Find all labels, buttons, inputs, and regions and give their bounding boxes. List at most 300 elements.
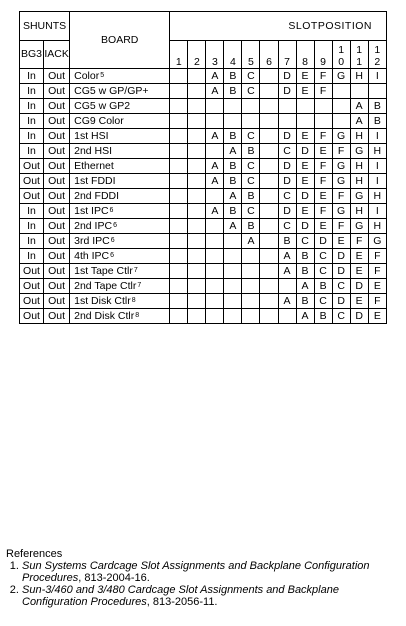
slot-cell: [188, 189, 206, 204]
slot-cell: C: [278, 219, 296, 234]
slot-cell: [170, 69, 188, 84]
slot-cell: [206, 309, 224, 324]
slot-cell: [242, 309, 260, 324]
slot-cell: F: [314, 129, 332, 144]
slot-cell: [170, 309, 188, 324]
slot-cell: D: [350, 279, 368, 294]
slot-cell: [224, 294, 242, 309]
slot-cell: B: [224, 159, 242, 174]
slot-cell: E: [350, 249, 368, 264]
slot-cell: [188, 129, 206, 144]
slot-cell: D: [332, 249, 350, 264]
bg3-cell: Out: [20, 294, 44, 309]
slot-cell: F: [314, 159, 332, 174]
iack-cell: Out: [44, 234, 70, 249]
board-name: 1st Disk Ctlr: [74, 295, 131, 307]
board-name: Ethernet: [74, 159, 114, 172]
slot-cell: A: [296, 309, 314, 324]
slot-cell: B: [296, 264, 314, 279]
iack-cell: Out: [44, 309, 70, 324]
footnote-marker: 6: [110, 237, 115, 244]
slot-cell: H: [350, 159, 368, 174]
table-row: [20, 144, 387, 159]
slot-cell: [188, 69, 206, 84]
slot-number-tens: 1: [374, 44, 381, 56]
slot-cell: H: [350, 174, 368, 189]
slot-cell: [242, 99, 260, 114]
slot-cell: A: [242, 234, 260, 249]
slot-cell: C: [242, 159, 260, 174]
slot-cell: D: [278, 204, 296, 219]
slot-cell: D: [350, 309, 368, 324]
slot-cell: C: [332, 279, 350, 294]
slot-cell: G: [350, 219, 368, 234]
iack-cell: Out: [44, 144, 70, 159]
board-cell: [70, 264, 170, 279]
slot-cell: D: [296, 189, 314, 204]
slot-cell: A: [206, 84, 224, 99]
iack-cell: Out: [44, 204, 70, 219]
slot-cell: [278, 99, 296, 114]
board-cell: [70, 84, 170, 99]
slot-cell: [260, 204, 278, 219]
slot-cell: [260, 144, 278, 159]
slot-cell: [188, 234, 206, 249]
slot-cell: F: [368, 249, 386, 264]
slot-cell: B: [368, 99, 386, 114]
reference-item: [22, 560, 402, 584]
slot-cell: D: [278, 69, 296, 84]
slot-cell: A: [296, 279, 314, 294]
slot-cell: F: [314, 174, 332, 189]
slot-number-ones: 1: [175, 56, 182, 68]
slot-cell: C: [242, 69, 260, 84]
slot-cell: I: [368, 174, 386, 189]
board-name: 1st FDDI: [74, 174, 116, 187]
slot-cell: [170, 249, 188, 264]
slot-cell: F: [350, 234, 368, 249]
iack-cell: Out: [44, 174, 70, 189]
slot-cell: E: [314, 189, 332, 204]
slot-cell: [296, 114, 314, 129]
slot-cell: C: [314, 264, 332, 279]
slot-cell: G: [332, 174, 350, 189]
table-row: [20, 219, 387, 234]
slot-cell: [188, 264, 206, 279]
iack-header: IACK: [44, 41, 70, 69]
footnote-marker: 6: [110, 252, 115, 259]
slot-cell: C: [314, 294, 332, 309]
iack-cell: Out: [44, 264, 70, 279]
slot-cell: D: [278, 84, 296, 99]
iack-cell: Out: [44, 69, 70, 84]
slot-cell: [170, 129, 188, 144]
bg3-cell: In: [20, 129, 44, 144]
slot-cell: [170, 174, 188, 189]
slot-cell: C: [314, 249, 332, 264]
slot-cell: D: [278, 159, 296, 174]
references-section: [6, 548, 402, 608]
board-cell: [70, 99, 170, 114]
slot-cell: [170, 279, 188, 294]
slot-cell: [170, 84, 188, 99]
board-cell: [70, 69, 170, 84]
slot-cell: A: [224, 219, 242, 234]
board-name: Color: [74, 70, 100, 82]
slot-cell: [350, 84, 368, 99]
board-name: 2nd FDDI: [74, 189, 120, 202]
slot-number-header: [224, 41, 242, 69]
slot-cell: B: [224, 84, 242, 99]
slot-cell: C: [278, 189, 296, 204]
slot-number-ones: 0: [338, 56, 345, 68]
slot-cell: [188, 249, 206, 264]
slot-cell: A: [206, 159, 224, 174]
slot-cell: [224, 234, 242, 249]
slot-cell: B: [368, 114, 386, 129]
board-cell: [70, 204, 170, 219]
slot-cell: I: [368, 129, 386, 144]
slot-cell: [260, 189, 278, 204]
iack-cell: Out: [44, 99, 70, 114]
slotposition-header: SLOTPOSITION: [170, 12, 387, 41]
slot-number-ones: 4: [230, 56, 236, 68]
slot-cell: [260, 249, 278, 264]
slot-cell: D: [332, 264, 350, 279]
board-name: 2nd Tape Ctlr: [74, 280, 137, 292]
bg3-cell: In: [20, 219, 44, 234]
table-row: [20, 189, 387, 204]
reference-title: Sun-3/460 and 3/480 Cardcage Slot Assignments and Backplane Configuration Procedures: [22, 584, 339, 608]
slot-cell: [260, 264, 278, 279]
table-row: [20, 234, 387, 249]
slot-number-ones: 7: [284, 56, 290, 68]
table-row: [20, 99, 387, 114]
table-row: [20, 174, 387, 189]
slot-number-ones: 9: [320, 56, 327, 68]
reference-item: [22, 584, 402, 608]
slot-cell: [260, 129, 278, 144]
bg3-cell: Out: [20, 174, 44, 189]
slot-cell: [224, 279, 242, 294]
board-cell: [70, 249, 170, 264]
slot-cell: [188, 84, 206, 99]
board-name: 2nd IPC: [74, 220, 113, 232]
slot-cell: [170, 99, 188, 114]
bg3-cell: In: [20, 69, 44, 84]
bg3-cell: In: [20, 114, 44, 129]
shunts-header: SHUNTS: [20, 12, 70, 41]
slot-cell: B: [242, 219, 260, 234]
slot-cell: [188, 144, 206, 159]
board-cell: [70, 159, 170, 174]
slot-cell: B: [242, 189, 260, 204]
iack-cell: Out: [44, 279, 70, 294]
slot-cell: [170, 114, 188, 129]
slot-cell: G: [332, 69, 350, 84]
slot-cell: [224, 264, 242, 279]
slot-cell: [206, 264, 224, 279]
slot-cell: [260, 69, 278, 84]
slot-cell: C: [242, 84, 260, 99]
bg3-cell: In: [20, 249, 44, 264]
bg3-cell: Out: [20, 264, 44, 279]
slot-cell: [260, 99, 278, 114]
footnote-marker: 8: [135, 312, 140, 319]
board-name: 1st Tape Ctlr: [74, 265, 133, 277]
slot-cell: [314, 99, 332, 114]
slot-cell: E: [350, 294, 368, 309]
slot-cell: [242, 294, 260, 309]
slot-cell: E: [296, 69, 314, 84]
slot-cell: A: [278, 294, 296, 309]
slot-cell: A: [206, 129, 224, 144]
table-row: [20, 114, 387, 129]
slot-cell: C: [242, 174, 260, 189]
table-row: [20, 249, 387, 264]
slot-cell: E: [296, 84, 314, 99]
slot-cell: [170, 219, 188, 234]
footnote-marker: 5: [100, 72, 105, 79]
slot-cell: C: [278, 144, 296, 159]
bg3-cell: Out: [20, 159, 44, 174]
board-cell: [70, 114, 170, 129]
slot-cell: [206, 234, 224, 249]
board-name: 4th IPC: [74, 250, 110, 262]
slot-cell: G: [332, 204, 350, 219]
iack-cell: Out: [44, 189, 70, 204]
slot-cell: [242, 114, 260, 129]
slot-cell: A: [224, 189, 242, 204]
slot-cell: G: [368, 234, 386, 249]
slot-cell: D: [332, 294, 350, 309]
slot-cell: [188, 294, 206, 309]
iack-cell: Out: [44, 294, 70, 309]
slot-cell: A: [206, 204, 224, 219]
slot-cell: A: [350, 114, 368, 129]
table-row: [20, 84, 387, 99]
slot-cell: H: [368, 144, 386, 159]
slot-number-header: [188, 41, 206, 69]
slot-cell: [170, 294, 188, 309]
slot-number-header: [332, 41, 350, 69]
slot-cell: [206, 294, 224, 309]
slot-cell: C: [332, 309, 350, 324]
slot-cell: [260, 279, 278, 294]
slot-cell: [224, 99, 242, 114]
table-row: [20, 309, 387, 324]
slot-cell: [188, 99, 206, 114]
slot-cell: I: [368, 204, 386, 219]
iack-cell: Out: [44, 219, 70, 234]
slot-cell: [278, 279, 296, 294]
slot-cell: [332, 99, 350, 114]
slot-cell: [278, 114, 296, 129]
slot-cell: [224, 309, 242, 324]
slot-cell: E: [368, 279, 386, 294]
slot-number-ones: 8: [302, 56, 308, 68]
slot-cell: B: [314, 309, 332, 324]
slot-cell: A: [278, 264, 296, 279]
table-row: [20, 264, 387, 279]
slot-cell: F: [332, 144, 350, 159]
slot-cell: [188, 219, 206, 234]
slot-cell: [170, 144, 188, 159]
slot-cell: G: [332, 129, 350, 144]
slot-cell: H: [350, 69, 368, 84]
slot-number-header: [242, 41, 260, 69]
slot-cell: [188, 309, 206, 324]
slot-cell: E: [296, 204, 314, 219]
table-row: [20, 294, 387, 309]
slot-cell: A: [278, 249, 296, 264]
slot-cell: [260, 84, 278, 99]
board-name: 3rd IPC: [74, 235, 110, 247]
board-name: 1st IPC: [74, 205, 109, 217]
board-cell: [70, 294, 170, 309]
bg3-cell: In: [20, 99, 44, 114]
slot-cell: H: [368, 189, 386, 204]
slot-cell: [206, 99, 224, 114]
iack-cell: Out: [44, 114, 70, 129]
table-row: [20, 204, 387, 219]
slot-cell: [188, 204, 206, 219]
slot-cell: [170, 189, 188, 204]
board-cell: [70, 144, 170, 159]
slot-cell: [278, 309, 296, 324]
slot-cell: [260, 234, 278, 249]
slot-cell: [260, 114, 278, 129]
slot-cell: [170, 159, 188, 174]
iack-cell: Out: [44, 129, 70, 144]
slot-number-ones: 2: [193, 56, 200, 68]
reference-number: , 813-2004-16.: [78, 572, 150, 584]
bg3-cell: Out: [20, 189, 44, 204]
board-header: BOARD: [70, 12, 170, 69]
slot-cell: G: [332, 159, 350, 174]
slot-number-header: [314, 41, 332, 69]
slot-cell: [260, 219, 278, 234]
iack-cell: Out: [44, 249, 70, 264]
slot-cell: D: [278, 174, 296, 189]
references-title: References: [6, 548, 63, 560]
board-name: CG9 Color: [74, 114, 124, 127]
slot-number-header: [206, 41, 224, 69]
slot-cell: F: [314, 204, 332, 219]
slot-number-header: [350, 41, 368, 69]
slot-assignment-table: [19, 11, 387, 324]
board-cell: [70, 174, 170, 189]
slot-cell: B: [296, 294, 314, 309]
slot-cell: D: [296, 219, 314, 234]
slot-cell: E: [368, 309, 386, 324]
slot-cell: C: [242, 129, 260, 144]
slot-cell: [242, 264, 260, 279]
slot-cell: [260, 294, 278, 309]
slot-cell: I: [368, 69, 386, 84]
slot-cell: B: [314, 279, 332, 294]
bg3-header: BG3: [20, 41, 44, 69]
slot-cell: G: [350, 144, 368, 159]
board-cell: [70, 309, 170, 324]
slot-number-tens: 1: [338, 44, 345, 56]
slot-number-ones: 5: [248, 56, 254, 68]
slot-cell: H: [350, 204, 368, 219]
slot-number-header: [368, 41, 386, 69]
slot-cell: [314, 114, 332, 129]
slot-cell: E: [350, 264, 368, 279]
slot-cell: A: [206, 69, 224, 84]
slot-cell: [224, 249, 242, 264]
slot-cell: A: [350, 99, 368, 114]
bg3-cell: In: [20, 84, 44, 99]
footnote-marker: 7: [133, 267, 138, 274]
slot-cell: B: [278, 234, 296, 249]
slot-cell: B: [224, 69, 242, 84]
slot-cell: F: [332, 219, 350, 234]
slot-cell: B: [242, 144, 260, 159]
slot-cell: [206, 144, 224, 159]
slot-cell: [206, 249, 224, 264]
slot-cell: I: [368, 159, 386, 174]
slot-cell: [260, 159, 278, 174]
iack-cell: Out: [44, 84, 70, 99]
iack-cell: Out: [44, 159, 70, 174]
slot-cell: [332, 84, 350, 99]
references-list: [6, 560, 402, 608]
board-name: 1st HSI: [74, 129, 109, 142]
slot-number-header: [170, 41, 188, 69]
slot-cell: [260, 174, 278, 189]
table-row: [20, 279, 387, 294]
slot-cell: F: [332, 189, 350, 204]
slot-cell: [206, 219, 224, 234]
bg3-cell: In: [20, 144, 44, 159]
board-cell: [70, 189, 170, 204]
slot-cell: E: [296, 159, 314, 174]
slot-cell: [188, 174, 206, 189]
slot-cell: E: [314, 144, 332, 159]
slot-cell: A: [206, 174, 224, 189]
slot-cell: B: [224, 204, 242, 219]
slot-cell: [170, 264, 188, 279]
table-row: [20, 129, 387, 144]
footnote-marker: 8: [131, 297, 136, 304]
reference-title: Sun Systems Cardcage Slot Assignments and Backplane Configuration Procedures: [22, 560, 370, 584]
reference-number: , 813-2056-11.: [146, 596, 218, 608]
slot-cell: [206, 279, 224, 294]
bg3-cell: Out: [20, 279, 44, 294]
slot-cell: B: [296, 249, 314, 264]
slot-number-header: [278, 41, 296, 69]
slot-cell: B: [224, 174, 242, 189]
slot-number-header: [260, 41, 278, 69]
slot-cell: H: [368, 219, 386, 234]
slot-cell: [170, 234, 188, 249]
board-cell: [70, 279, 170, 294]
board-name: CG5 w GP2: [74, 99, 131, 112]
board-name: 2nd Disk Ctlr: [74, 310, 135, 322]
footnote-marker: 6: [109, 207, 114, 214]
slot-number-tens: 1: [356, 44, 363, 56]
bg3-cell: In: [20, 204, 44, 219]
slot-cell: [260, 309, 278, 324]
slot-cell: [224, 114, 242, 129]
slot-cell: [332, 114, 350, 129]
slot-cell: E: [314, 219, 332, 234]
slot-cell: E: [296, 129, 314, 144]
slot-cell: [242, 249, 260, 264]
